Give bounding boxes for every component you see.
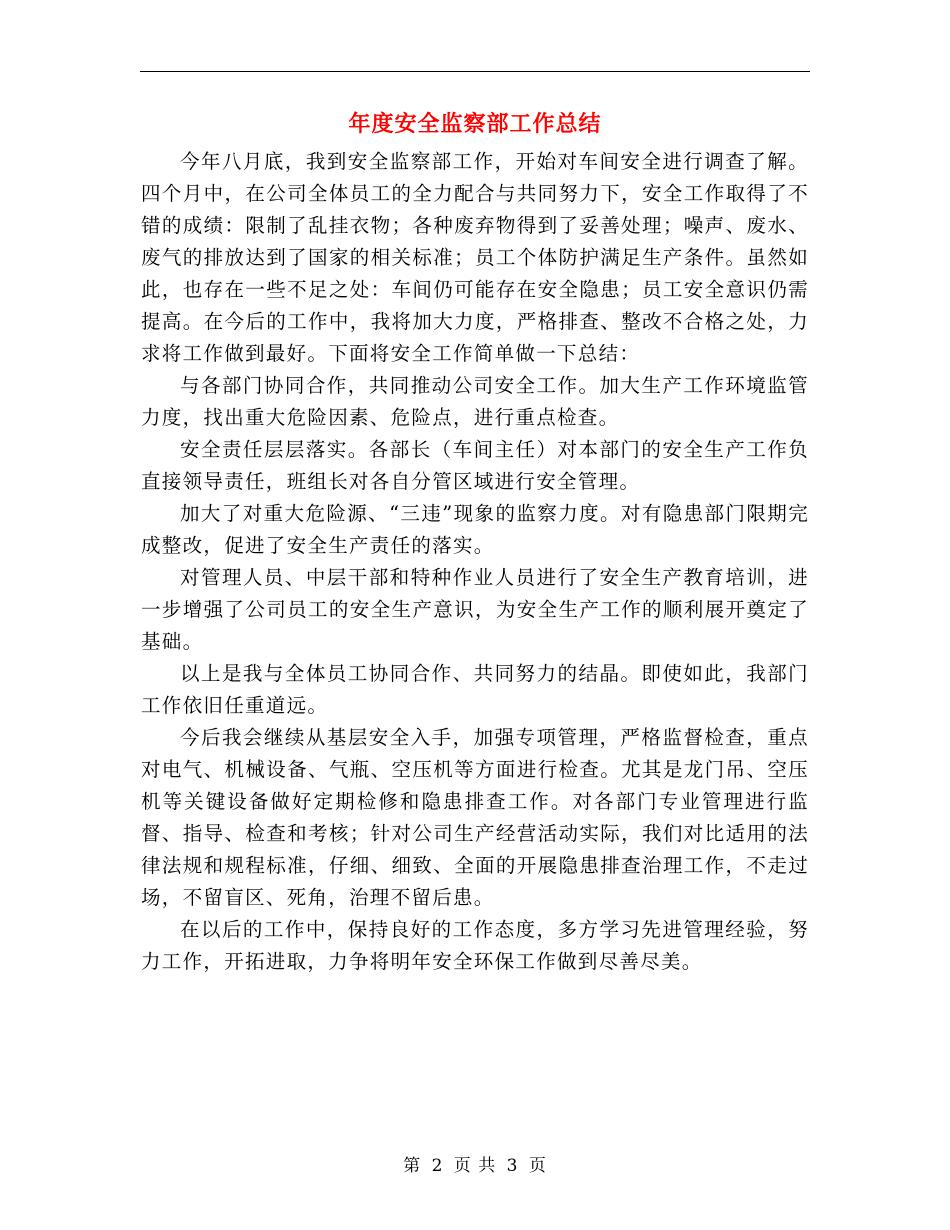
header-rule <box>140 71 810 72</box>
paragraph: 加大了对重大危险源、“三违”现象的监察力度。对有隐患部门限期完成整改，促进了安全生产责任的落实。 <box>141 502 809 557</box>
paragraph: 今后我会继续从基层安全入手，加强专项管理，严格监督检查，重点对电气、机械设备、气瓶、空压机等方面进行检查。尤其是龙门吊、空压机等关键设备做好定期检修和隐患排查工作。对各部门专业管理进行监督、指导、检查和考核；针对公司生产经营活动实际，我们对比适用的法律法规和规程标准，仔细、细致、全面的开展隐患排查治理工作，不走过场，不留盲区、死角，治理不留后患。 <box>141 726 809 909</box>
footer-middle: 页 共 <box>453 1156 497 1176</box>
current-page-number: 2 <box>431 1156 444 1176</box>
paragraph: 以上是我与全体员工协同合作、共同努力的结晶。即使如此，我部门工作依旧任重道远。 <box>141 662 809 717</box>
footer-suffix: 页 <box>528 1156 547 1176</box>
document-title: 年度安全监察部工作总结 <box>348 111 602 137</box>
total-pages-number: 3 <box>506 1156 519 1176</box>
page-number-footer <box>0 1154 950 1178</box>
paragraph: 对管理人员、中层干部和特种作业人员进行了安全生产教育培训，进一步增强了公司员工的安全生产意识，为安全生产工作的顺利展开奠定了基础。 <box>141 566 809 653</box>
paragraph: 与各部门协同合作，共同推动公司安全工作。加大生产工作环境监管力度，找出重大危险因素、危险点，进行重点检查。 <box>141 374 809 429</box>
document-body <box>141 146 809 978</box>
paragraph: 在以后的工作中，保持良好的工作态度，多方学习先进管理经验，努力工作，开拓进取，力争将明年安全环保工作做到尽善尽美。 <box>141 918 809 973</box>
paragraph: 今年八月底，我到安全监察部工作，开始对车间安全进行调查了解。四个月中，在公司全体员工的全力配合与共同努力下，安全工作取得了不错的成绩：限制了乱挂衣物；各种废弃物得到了妥善处理；噪声、废水、废气的排放达到了国家的相关标准；员工个体防护满足生产条件。虽然如此，也存在一些不足之处：车间仍可能存在安全隐患；员工安全意识仍需提高。在今后的工作中，我将加大力度，严格排查、整改不合格之处，力求将工作做到最好。下面将安全工作简单做一下总结： <box>141 150 809 365</box>
paragraph: 安全责任层层落实。各部长（车间主任）对本部门的安全生产工作负直接领导责任，班组长对各自分管区域进行安全管理。 <box>141 438 809 493</box>
footer-prefix: 第 <box>403 1156 422 1176</box>
